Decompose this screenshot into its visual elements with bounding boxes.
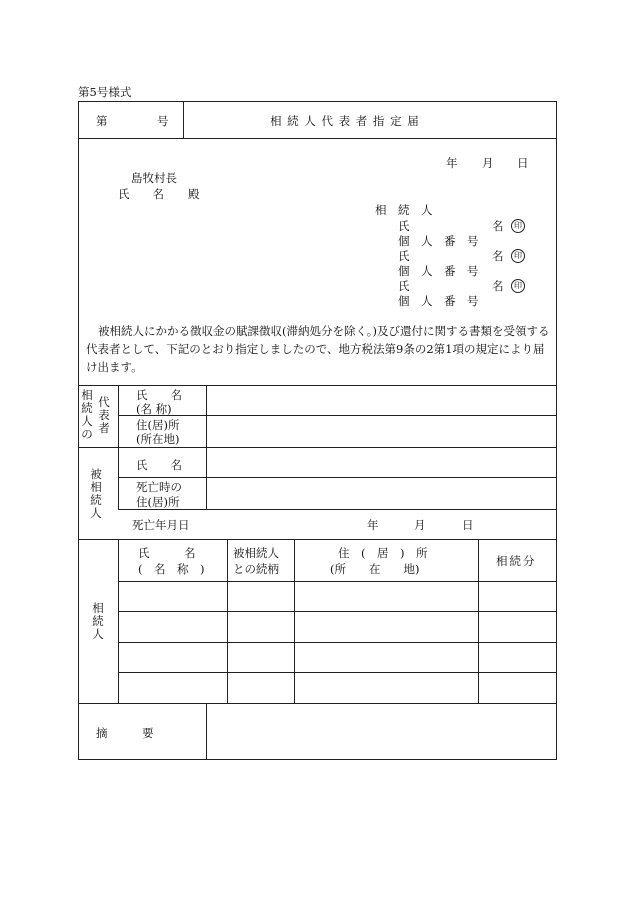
death-date-day: 日 (462, 518, 474, 532)
col-header-relation-1: 被相続人 (233, 546, 279, 560)
body-text: 被相続人にかかる徴収金の賦課徴収(滞納処分を除く。)及び還付に関する書類を受領する代表者として、下記のとおり指定しましたので、地方税法第9条の2第1項の規定により届け出ます。 (86, 324, 550, 374)
heir-1-mynumber-label: 個 人 番 号 (398, 234, 479, 248)
deceased-name-field[interactable] (207, 448, 556, 476)
heir-row-2-relation[interactable] (228, 612, 293, 641)
heir-3-name-end: 名 (492, 279, 504, 293)
seal-icon: 印 (511, 279, 525, 293)
col-header-address-1: 住 ( 居 ) 所 (338, 546, 428, 560)
heir-row-2-name[interactable] (119, 612, 226, 641)
seal-icon: 印 (511, 249, 525, 263)
heir-row-3-name[interactable] (119, 643, 226, 671)
heir-3-name-label: 氏 (398, 279, 410, 293)
representative-group-label-a: 相続人の (81, 388, 93, 441)
divider (78, 138, 557, 139)
heir-row-2-address[interactable] (295, 612, 477, 641)
date-month: 月 (482, 156, 494, 170)
heir-row-3-relation[interactable] (228, 643, 293, 671)
deceased-address-field[interactable] (207, 478, 556, 508)
seal-icon: 印 (511, 219, 525, 233)
col-header-share: 相続分 (496, 554, 537, 568)
heir-row-4-address[interactable] (295, 673, 477, 702)
remarks-field[interactable] (207, 704, 556, 759)
heir-2-name-label: 氏 (398, 249, 410, 263)
form-number: 第5号様式 (78, 85, 132, 99)
deceased-name-label: 氏 名 (136, 458, 182, 472)
heir-row-2-share[interactable] (479, 612, 556, 641)
representative-address-sub: (所在地) (136, 432, 180, 446)
col-header-name-1: 氏 名 (138, 546, 196, 560)
representative-address-label: 住(居)所 (136, 418, 180, 432)
heir-row-1-address[interactable] (295, 582, 477, 610)
addressee-name-label: 氏 名 (118, 187, 164, 201)
heir-3-mynumber-label: 個 人 番 号 (398, 294, 479, 308)
heir-1-name-label: 氏 (398, 219, 410, 233)
deceased-group-label: 被相続人 (90, 467, 102, 520)
heir-row-3-address[interactable] (295, 643, 477, 671)
divider (118, 509, 557, 510)
number-prefix: 第 (96, 114, 108, 128)
addressee-honorific: 殿 (188, 187, 200, 201)
date-year: 年 (446, 156, 458, 170)
deceased-address-label-2: 住(居)所 (136, 495, 180, 509)
col-header-relation-2: との続柄 (233, 562, 279, 576)
representative-address-field[interactable] (207, 416, 556, 446)
heirs-table-group-label: 相続人 (92, 601, 104, 641)
divider (78, 539, 557, 540)
heir-row-1-share[interactable] (479, 582, 556, 610)
heir-2-mynumber-label: 個 人 番 号 (398, 264, 479, 278)
heir-row-1-name[interactable] (119, 582, 226, 610)
remarks-label: 摘 要 (96, 726, 154, 740)
divider (118, 385, 119, 447)
number-suffix: 号 (157, 114, 169, 128)
heir-row-4-share[interactable] (479, 673, 556, 702)
heir-row-1-relation[interactable] (228, 582, 293, 610)
representative-name-sub: (名 称) (136, 402, 172, 416)
col-header-address-2: (所 在 地) (330, 562, 420, 576)
heir-row-3-share[interactable] (479, 643, 556, 671)
representative-group-label-b: 代表者 (98, 395, 110, 435)
date-day: 日 (517, 156, 529, 170)
divider (183, 101, 184, 138)
heir-row-4-name[interactable] (119, 673, 226, 702)
heirs-label: 相 続 人 (375, 203, 433, 217)
addressee-office: 島牧村長 (131, 171, 177, 185)
heir-2-name-end: 名 (492, 249, 504, 263)
death-date-label: 死亡年月日 (132, 518, 190, 532)
heir-1-name-end: 名 (492, 219, 504, 233)
representative-name-label: 氏 名 (136, 388, 182, 402)
form-title: 相 続 人 代 表 者 指 定 届 (270, 114, 420, 128)
divider (118, 447, 119, 509)
death-date-month: 月 (414, 518, 426, 532)
col-header-name-2: ( 名 称 ) (138, 562, 205, 576)
representative-name-field[interactable] (207, 386, 556, 414)
deceased-address-label-1: 死亡時の (136, 480, 182, 494)
death-date-year: 年 (367, 518, 379, 532)
heir-row-4-relation[interactable] (228, 673, 293, 702)
